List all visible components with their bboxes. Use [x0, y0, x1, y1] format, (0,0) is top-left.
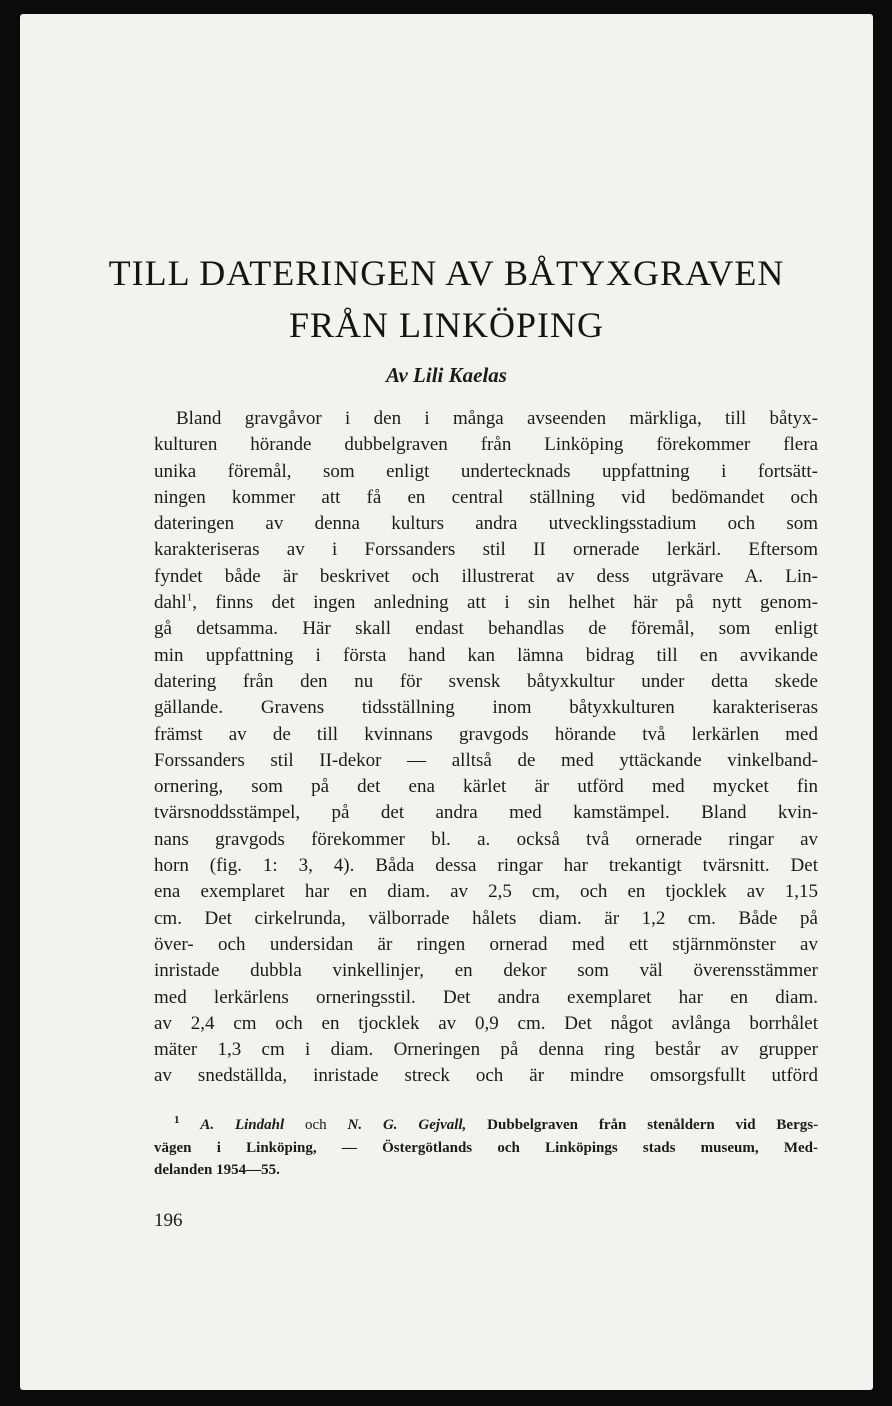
- body-line: kulturen hörande dubbelgraven från Linköping förekommer flera: [154, 434, 818, 456]
- footnote-line: vägen i Linköping, — Östergötlands och Linköpings stads museum, Med-: [154, 1139, 818, 1156]
- body-line: min uppfattning i första hand kan lämna bidrag till en avvikande: [154, 644, 818, 666]
- body-line: av 2,4 cm och en tjocklek av 0,9 cm. Det något avlånga borrhålet: [154, 1012, 818, 1034]
- line-rest: finns det ingen anledning att i sin helhet här på nytt genom-: [215, 592, 818, 614]
- body-line: ena exemplaret har en diam. av 2,5 cm, och en tjocklek av 1,15: [154, 881, 818, 903]
- body-line: Bland gravgåvor i den i många avseenden märkliga, till båtyx-: [176, 408, 818, 429]
- body-line: karakteriseras av i Forssanders stil II ornerade lerkärl. Eftersom: [154, 539, 818, 561]
- body-line: inristade dubbla vinkellinjer, en dekor som väl överensstämmer: [154, 960, 818, 982]
- article-title-line-2: FRÅN LINKÖPING: [288, 305, 604, 345]
- footnote-marker: 1: [174, 1114, 180, 1126]
- body-line: med lerkärlens orneringsstil. Det andra exemplaret har en diam.: [154, 986, 818, 1008]
- article-title-line-1: TILL DATERINGEN AV BÅTYXGRAVEN: [108, 253, 785, 293]
- body-line: cm. Det cirkelrunda, välborrade hålets diam. är 1,2 cm. Både på: [154, 907, 818, 929]
- body-line: gällande. Gravens tidsställning inom båtyxkulturen karakteriseras: [154, 697, 818, 719]
- body-line: främst av de till kvinnans gravgods hörande två lerkärlen med: [154, 723, 818, 745]
- body-line: horn (fig. 1: 3, 4). Båda dessa ringar har trekantigt tvärsnitt. Det: [154, 855, 818, 877]
- body-line-with-footnote: dahl$^1$, finns det ingen anledning att i sin helhet här på nytt genom-: [154, 591, 818, 614]
- footnote: [154, 1114, 818, 1182]
- page-number: 196: [154, 1210, 183, 1231]
- line-prefix: dahl: [154, 592, 187, 614]
- body-line: tvärsnoddsstämpel, på det andra med kamstämpel. Bland kvin-: [154, 802, 818, 824]
- body-line: ningen kommer att få en central ställning vid bedömandet och: [154, 486, 818, 508]
- article-body: [154, 406, 818, 1090]
- body-line: Forssanders stil II-dekor — alltså de med yttäckande vinkelband-: [154, 749, 818, 771]
- body-line: av snedställda, inristade streck och är mindre omsorgsfullt utförd: [154, 1065, 818, 1087]
- body-line: dateringen av denna kulturs andra utvecklingsstadium och som: [154, 513, 818, 535]
- article-byline: Av Lili Kaelas: [386, 363, 507, 387]
- footnote-author: A. Lindahl: [200, 1117, 285, 1133]
- body-line: gå detsamma. Här skall endast behandlas de föremål, som enligt: [154, 618, 818, 640]
- footnote-line: [154, 1114, 818, 1137]
- footnote-line: delanden 1954—55.: [154, 1162, 280, 1178]
- body-line: fyndet både är beskrivet och illustrerat av dess utgrävare A. Lin-: [154, 565, 818, 587]
- footnote-author: N. G. Gejvall,: [347, 1117, 467, 1133]
- footnote-conjunction: och: [305, 1117, 327, 1133]
- footnote-reference[interactable]: 1: [186, 591, 193, 604]
- body-line: över- och undersidan är ringen ornerad med ett stjärnmönster av: [154, 933, 818, 955]
- document-page: [20, 14, 873, 1390]
- footnote-text: Dubbelgraven från stenåldern vid Bergs-: [487, 1117, 819, 1133]
- body-line: ornering, som på det ena kärlet är utförd med mycket fin: [154, 776, 818, 798]
- body-line: nans gravgods förekommer bl. a. också två ornerade ringar av: [154, 828, 818, 850]
- body-line: mäter 1,3 cm i diam. Orneringen på denna ring består av grupper: [154, 1039, 818, 1061]
- body-line: unika föremål, som enligt undertecknads uppfattning i fortsätt-: [154, 460, 818, 482]
- body-line: datering från den nu för svensk båtyxkultur under detta skede: [154, 670, 818, 692]
